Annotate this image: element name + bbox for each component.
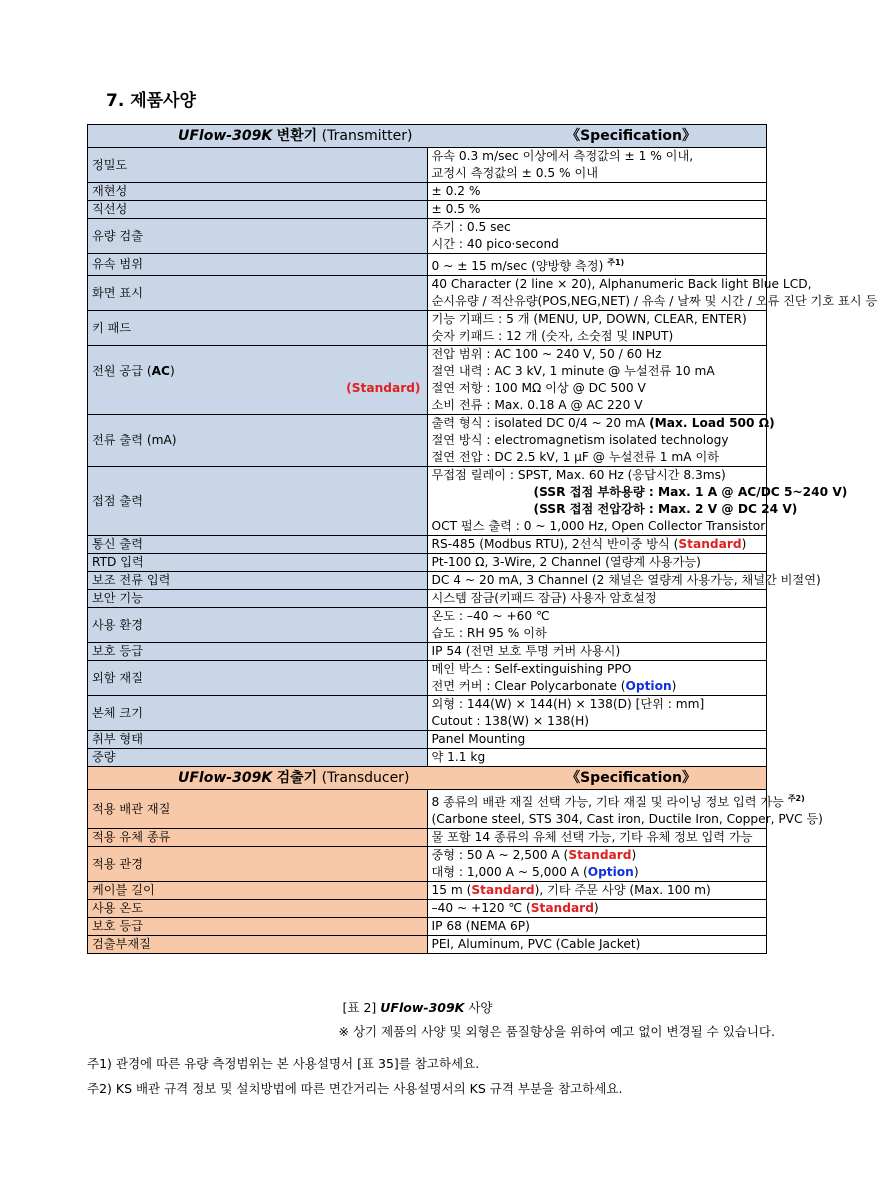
spec-row-temperature	[88, 900, 767, 918]
spec-row	[88, 183, 767, 201]
spec-value: 물 포함 14 종류의 유체 선택 가능, 기타 유체 정보 입력 가능	[427, 829, 767, 847]
spec-row-material	[88, 936, 767, 954]
spec-row	[88, 696, 767, 731]
spec-label: 적용 배관 재질	[88, 790, 428, 829]
spec-value: 주기 : 0.5 sec 시간 : 40 pico·second	[427, 219, 767, 254]
transmitter-spec: 《Specification》	[566, 128, 696, 144]
spec-row	[88, 608, 767, 643]
transmitter-header	[88, 125, 767, 148]
spec-value: Pt-100 Ω, 3-Wire, 2 Channel (열량계 사용가능)	[427, 554, 767, 572]
spec-row	[88, 572, 767, 590]
spec-row-fluid	[88, 829, 767, 847]
spec-label: 사용 환경	[88, 608, 428, 643]
spec-row	[88, 276, 767, 311]
transducer-name-en: (Transducer)	[321, 770, 410, 787]
spec-label: 검출부재질	[88, 936, 428, 954]
spec-label: 적용 유체 종류	[88, 829, 428, 847]
spec-value: 중형 : 50 A ~ 2,500 A (Standard) 대형 : 1,000 A ~ 5,000 A (Option)	[427, 847, 767, 882]
spec-label: 통신 출력	[88, 536, 428, 554]
spec-label: 유량 검출	[88, 219, 428, 254]
spec-value: 약 1.1 kg	[427, 749, 767, 767]
spec-row	[88, 311, 767, 346]
spec-value: 메인 박스 : Self-extinguishing PPO 전면 커버 : Clear Polycarbonate (Option)	[427, 661, 767, 696]
spec-label: 중량	[88, 749, 428, 767]
spec-value: 시스템 잠금(키패드 잠금) 사용자 암호설정	[427, 590, 767, 608]
spec-row	[88, 731, 767, 749]
page-title: 7. 제품사양	[106, 91, 196, 111]
spec-value: 온도 : –40 ~ +60 ℃ 습도 : RH 95 % 이하	[427, 608, 767, 643]
spec-value: –40 ~ +120 ℃ (Standard)	[427, 900, 767, 918]
spec-value: RS-485 (Modbus RTU), 2선식 반이중 방식 (Standard)	[427, 536, 767, 554]
spec-row-cable	[88, 882, 767, 900]
spec-label: 보호 등급	[88, 918, 428, 936]
spec-label: 전류 출력 (mA)	[88, 415, 428, 467]
spec-label: 전원 공급 (AC) (Standard)	[88, 346, 428, 415]
spec-row	[88, 254, 767, 276]
transmitter-name-en: (Transmitter)	[321, 128, 413, 144]
spec-value: 외형 : 144(W) × 144(H) × 138(D) [단위 : mm] Cutout : 138(W) × 138(H)	[427, 696, 767, 731]
spec-label: 유속 범위	[88, 254, 428, 276]
standard-tag: (Standard)	[346, 381, 421, 396]
spec-label: 직선성	[88, 201, 428, 219]
spec-row	[88, 201, 767, 219]
spec-label: 케이블 길이	[88, 882, 428, 900]
spec-value: 기능 기패드 : 5 개 (MENU, UP, DOWN, CLEAR, ENTER) 숫자 키패드 : 12 개 (숫자, 소숫점 및 INPUT)	[427, 311, 767, 346]
spec-value: IP 68 (NEMA 6P)	[427, 918, 767, 936]
spec-value: 8 종류의 배관 재질 선택 가능, 기타 재질 및 라이닝 정보 입력 가능 $^{주2)}$ (Carbone steel, STS 304, Cast iron, Ductile Iron, Copper, PVC 등)	[427, 790, 767, 829]
spec-label: 접점 출력	[88, 467, 428, 536]
spec-label: 외함 재질	[88, 661, 428, 696]
transmitter-model: UFlow-309K	[178, 128, 273, 144]
spec-label: 화면 표시	[88, 276, 428, 311]
spec-label: 적용 관경	[88, 847, 428, 882]
spec-value: 15 m (Standard), 기타 주문 사양 (Max. 100 m)	[427, 882, 767, 900]
spec-value: 유속 0.3 m/sec 이상에서 측정값의 ± 1 % 이내, 교정시 측정값의 ± 0.5 % 이내	[427, 148, 767, 183]
spec-label: 사용 온도	[88, 900, 428, 918]
transducer-name: 검출기	[276, 770, 318, 787]
spec-value: Panel Mounting	[427, 731, 767, 749]
transmitter-name: 변환기	[276, 128, 318, 144]
spec-value: 0 ~ ± 15 m/sec (양방향 측정) $^{주1)}$	[427, 254, 767, 276]
spec-table	[87, 124, 877, 954]
spec-row-contact-output	[88, 467, 767, 536]
spec-value: 전압 범위 : AC 100 ~ 240 V, 50 / 60 Hz 절연 내력 : AC 3 kV, 1 minute @ 누설전류 10 mA 절연 저항 : 100 MΩ 이상 @ DC 500 V 소비 전류 : Max. 0.18 A @ AC 220 V	[427, 346, 767, 415]
transducer-model: UFlow-309K	[178, 770, 273, 787]
spec-row-enclosure	[88, 661, 767, 696]
spec-value: 무접점 릴레이 : SPST, Max. 60 Hz (응답시간 8.3ms) (SSR 접점 부하용량 : Max. 1 A @ AC/DC 5~240 V) (SSR 접점 전압강하 : Max. 2 V @ DC 24 V) OCT 펄스 출력 : 0 ~ 1,000 Hz, Open Collector Transistor	[427, 467, 767, 536]
spec-value: 출력 형식 : isolated DC 0/4 ~ 20 mA (Max. Load 500 Ω) 절연 방식 : electromagnetism isolated technology 절연 전압 : DC 2.5 kV, 1 μF @ 누설전류 1 mA 이하	[427, 415, 767, 467]
spec-value: PEI, Aluminum, PVC (Cable Jacket)	[427, 936, 767, 954]
spec-value: DC 4 ~ 20 mA, 3 Channel (2 채널은 열량계 사용가능, 채널간 비절연)	[427, 572, 767, 590]
spec-label: 취부 형태	[88, 731, 428, 749]
transducer-header	[88, 767, 767, 790]
spec-row-power	[88, 346, 767, 415]
spec-label: 보조 전류 입력	[88, 572, 428, 590]
spec-label: 키 패드	[88, 311, 428, 346]
spec-row	[88, 643, 767, 661]
spec-label: 정밀도	[88, 148, 428, 183]
spec-row	[88, 554, 767, 572]
spec-label: 재현성	[88, 183, 428, 201]
spec-label: 보안 기능	[88, 590, 428, 608]
spec-label: 보호 등급	[88, 643, 428, 661]
transducer-spec: 《Specification》	[566, 770, 696, 787]
table-caption: [표 2] UFlow-309K 사양	[342, 1000, 493, 1015]
spec-value: ± 0.5 %	[427, 201, 767, 219]
spec-value: IP 54 (전면 보호 투명 커버 사용시)	[427, 643, 767, 661]
footnote-1: 주1) 관경에 따른 유량 측정범위는 본 사용설명서 [표 35]를 참고하세요.	[87, 1056, 480, 1071]
spec-row	[88, 219, 767, 254]
spec-row-pipe-material	[88, 790, 767, 829]
spec-value: ± 0.2 %	[427, 183, 767, 201]
spec-row-current-output	[88, 415, 767, 467]
spec-label: RTD 입력	[88, 554, 428, 572]
footnote-2: 주2) KS 배관 규격 정보 및 설치방법에 따른 면간거리는 사용설명서의 KS 규격 부분을 참고하세요.	[87, 1081, 623, 1096]
spec-value: 40 Character (2 line × 20), Alphanumeric Back light Blue LCD, 순시유량 / 적산유량(POS,NEG,NET) / 유속 / 날짜 및 시간 / 오류 진단 기호 표시 등	[427, 276, 767, 311]
spec-row	[88, 148, 767, 183]
change-notice: ※ 상기 제품의 사양 및 외형은 품질향상을 위하여 예고 없이 변경될 수 있습니다.	[338, 1024, 775, 1039]
spec-row-pipe-size	[88, 847, 767, 882]
spec-row-communication	[88, 536, 767, 554]
spec-row	[88, 749, 767, 767]
spec-label: 본체 크기	[88, 696, 428, 731]
spec-row-protection	[88, 918, 767, 936]
spec-row	[88, 590, 767, 608]
